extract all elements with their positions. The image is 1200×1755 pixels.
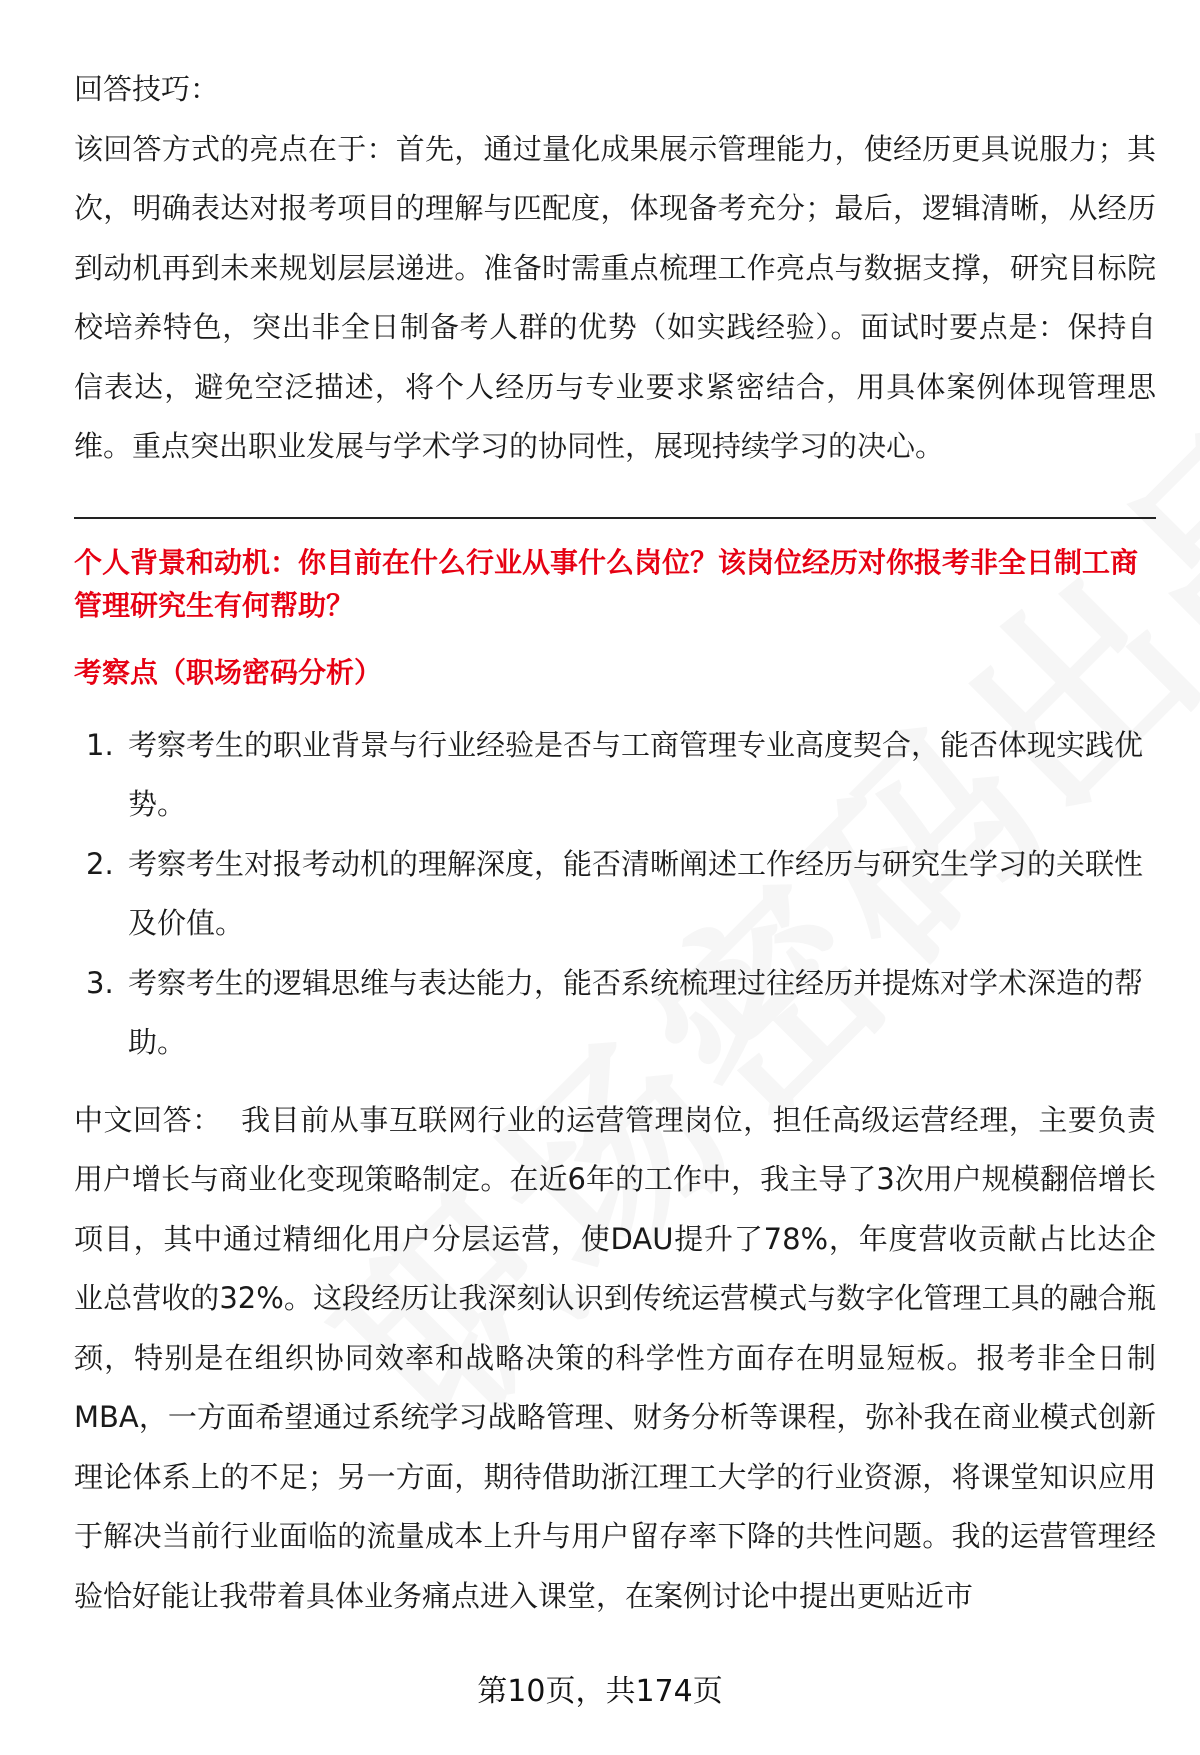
- answer-label: 中文回答：: [74, 1102, 222, 1137]
- tips-text: 该回答方式的亮点在于：首先，通过量化成果展示管理能力，使经历更具说服力；其次，明确表达对报考项目的理解与匹配度，体现备考充分；最后，逻辑清晰，从经历到动机再到未来规划层层递进。准备时需重点梳理工作亮点与数据支撑，研究目标院校培养特色，突出非全日制备考人群的优势（如实践经验）。面试时要点是：保持自信表达，避免空泛描述，将个人经历与专业要求紧密结合，用具体案例体现管理思维。重点突出职业发展与学术学习的协同性，展现持续学习的决心。: [74, 131, 1156, 463]
- list-item-text: 考察考生对报考动机的理解深度，能否清晰阐述工作经历与研究生学习的关联性及价值。: [128, 846, 1144, 940]
- answer-text: 我目前从事互联网行业的运营管理岗位，担任高级运营经理，主要负责用户增长与商业化变现策略制定。在近6年的工作中，我主导了3次用户规模翻倍增长项目，其中通过精细化用户分层运营，使DAU提升了78%，年度营收贡献占比达企业总营收的32%。这段经历让我深刻认识到传统运营模式与数字化管理工具的融合瓶颈，特别是在组织协同效率和战略决策的科学性方面存在明显短板。报考非全日制MBA，一方面希望通过系统学习战略管理、财务分析等课程，弥补我在商业模式创新理论体系上的不足；另一方面，期待借助浙江理工大学的行业资源，将课堂知识应用于解决当前行业面临的流量成本上升与用户留存率下降的共性问题。我的运营管理经验恰好能让我带着具体业务痛点进入课堂，在案例讨论中提出更贴近市: [74, 1102, 1156, 1613]
- list-item-text: 考察考生的职业背景与行业经验是否与工商管理专业高度契合，能否体现实践优势。: [128, 727, 1144, 821]
- list-item-number: 1.: [86, 727, 114, 762]
- divider: [74, 517, 1156, 519]
- question-heading: 个人背景和动机：你目前在什么行业从事什么岗位？该岗位经历对你报考非全日制工商管理研究生有何帮助？: [74, 545, 1139, 622]
- tips-label: 回答技巧：: [74, 72, 220, 106]
- list-item-number: 3.: [86, 965, 114, 1000]
- exam-points-title: 考察点（职场密码分析）: [74, 655, 383, 689]
- list-item: [74, 954, 1156, 1073]
- list-item: [74, 716, 1156, 835]
- list-item-number: 2.: [86, 846, 114, 881]
- list-item: [74, 835, 1156, 954]
- exam-points-list: [74, 716, 1156, 1073]
- answer-paragraph: [74, 1091, 1156, 1627]
- document-page: [74, 60, 1156, 1626]
- list-item-text: 考察考生的逻辑思维与表达能力，能否系统梳理过往经历并提炼对学术深造的帮助。: [128, 965, 1144, 1059]
- page-number-footer: 第10页，共174页: [477, 1674, 723, 1709]
